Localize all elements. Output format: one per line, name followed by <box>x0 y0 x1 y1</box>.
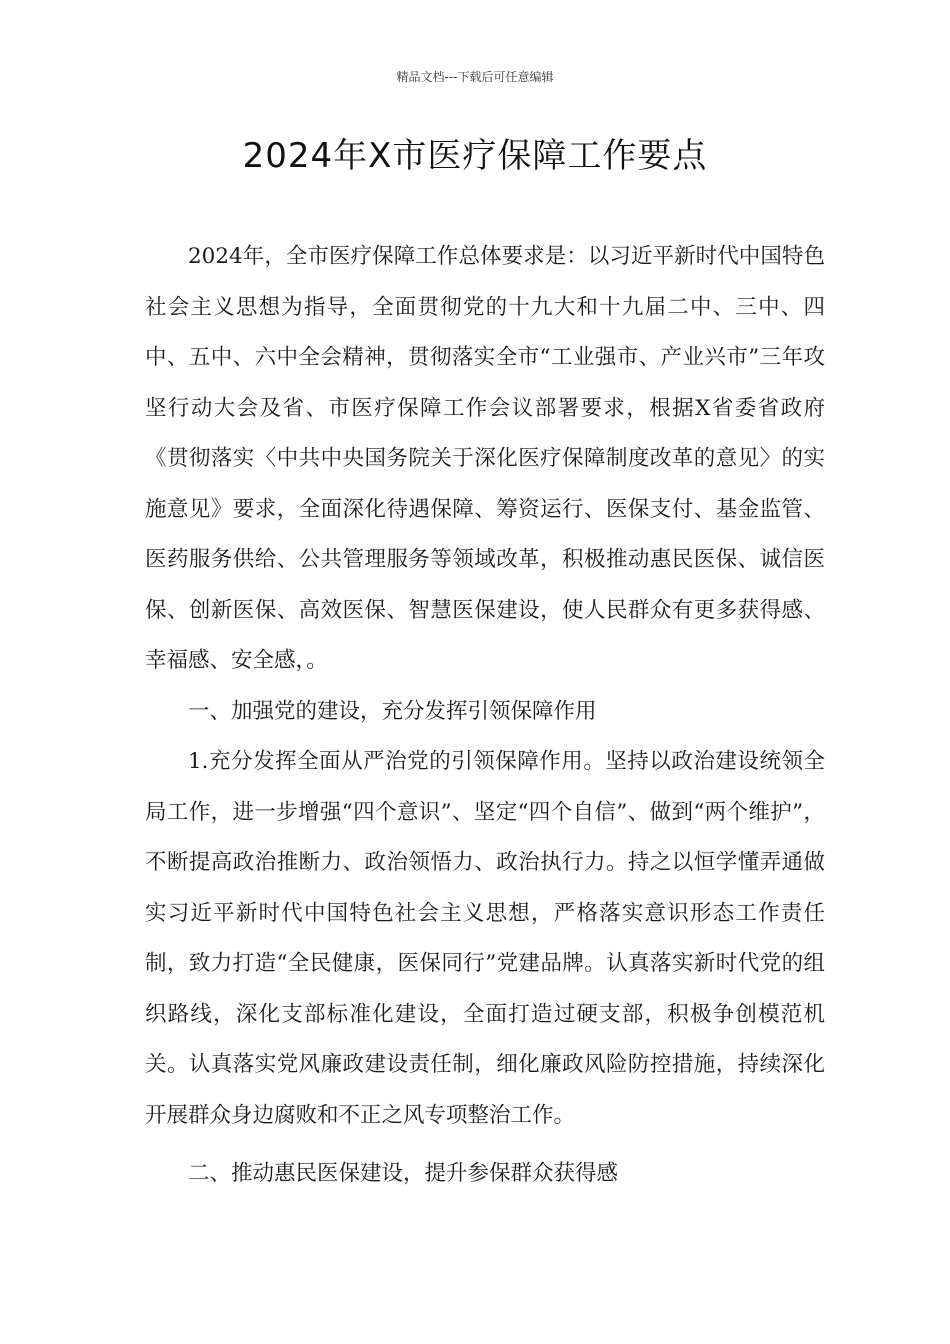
document-body <box>145 232 825 1200</box>
section-heading-2: 二、推动惠民医保建设，提升参保群众获得感 <box>188 1161 619 1186</box>
header-note: 精品文档---下载后可任意编辑 <box>396 70 554 84</box>
paragraph-intro: 2024年，全市医疗保障工作总体要求是：以习近平新时代中国特色社会主义思想为指导，全面贯彻党的十九大和十九届二中、三中、四中、五中、六中全会精神，贯彻落实全市“工业强市、产业兴市”三年攻坚行动大会及省、市医疗保障工作会议部署要求，根据X省委省政府《贯彻落实〈中共中央国务院关于深化医疗保障制度改革的意见〉的实施意见》要求，全面深化待遇保障、筹资运行、医保支付、基金监管、医药服务供给、公共管理服务等领域改革，积极推动惠民医保、诚信医保、创新医保、高效医保、智慧医保建设，使人民群众有更多获得感、幸福感、安全感，。 <box>145 244 825 673</box>
section-heading-1: 一、加强党的建设，充分发挥引领保障作用 <box>188 698 597 724</box>
paragraph-item-1: 1.充分发挥全面从严治党的引领保障作用。坚持以政治建设统领全局工作，进一步增强“四个意识”、坚定“四个自信”、做到“两个维护”，不断提高政治推断力、政治领悟力、政治执行力。持之以恒学懂弄通做实习近平新时代中国特色社会主义思想，严格落实意识形态工作责任制，致力打造“全民健康，医保同行”党建品牌。认真落实新时代党的组织路线，深化支部标准化建设，全面打造过硬支部，积极争创模范机关。认真落实党风廉政建设责任制，细化廉政风险防控措施，持续深化开展群众身边腐败和不正之风专项整治工作。 <box>145 749 825 1128</box>
page-title: 2024年X市医疗保障工作要点 <box>242 136 708 176</box>
